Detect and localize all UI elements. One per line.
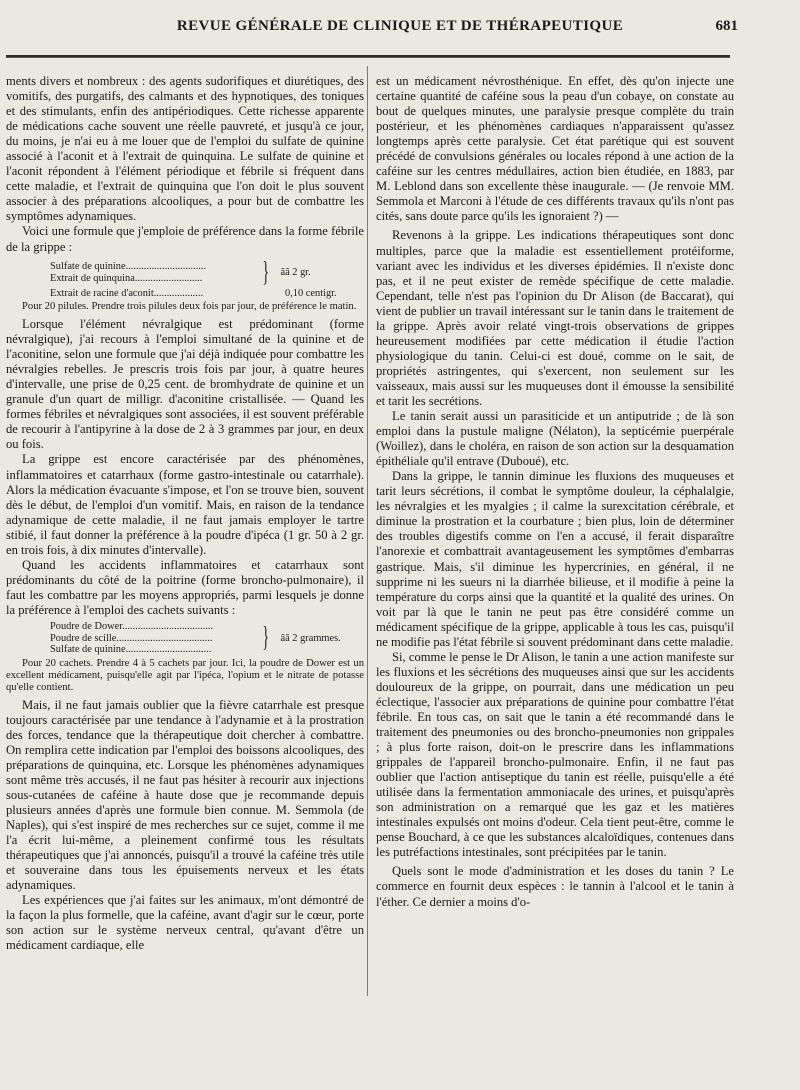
prescription-note: Pour 20 cachets. Prendre 4 à 5 cachets par jour. Ici, la poudre de Dower est un excellent médicament, puisqu'elle agit par l'ipéca, l'opium et le nitrate de potasse qu'elle contient. — [6, 657, 364, 693]
running-title: REVUE GÉNÉRALE DE CLINIQUE ET DE THÉRAPEUTIQUE — [176, 18, 624, 34]
brace: } — [262, 256, 270, 288]
header-rule — [6, 55, 730, 58]
paragraph: Dans la grippe, le tannin diminue les fluxions des muqueuses et tarit leurs sécrétions, il combat le symptôme douleur, la céphalalgie, les névralgies et les myalgies ; il calme la surexcitation cérébrale, et diminue la prostration et la courbature ; bien plus, loin de déterminer des troubles digestifs comme on l'en a accusé, il ferait disparaître l'anorexie et combattrait avantageusement les symptômes d'embarras gastrique. Mais, s'il diminue les hypercrinies, en général, il ne supprime ni les sueurs ni la diarrhée bilieuse, et il modifie à peine la température du corps ainsi que la quantité et la qualité des urines. On voit par là que le tanin ne peut pas être considéré comme un médicament spécifique de la grippe, applicable à tous les cas, puisqu'il ne modifie pas l'état fébrile si souvent prédominant dans cette maladie. — [376, 469, 734, 649]
paragraph: Lorsque l'élément névralgique est prédominant (forme névralgique), j'ai recours à l'emploi simultané de la quinine et de l'aconitine, selon une formule que j'ai déjà indiquée pour combattre les névralgies rebelles. Je prescris trois fois par jour, à quatre heures d'intervalle, une prise de 0,25 cent. de bromhydrate de quinine et un granule d'un quart de milligr. d'aconitine cristallisée. — Quand les formes fébriles et névralgiques sont associées, il est souvent préférable de recourir à l'antipyrine à la dose de 2 à 3 grammes par jour, en deux ou fois. — [6, 317, 364, 452]
paragraph: ments divers et nombreux : des agents sudorifiques et diurétiques, des vomitifs, des purgatifs, des calmants et des hypnotiques, des toniques et des stimulants, enfin des antipériodiques. Cette richesse apparente de médications cache souvent une réelle pauvreté, et jusqu'à ce jour, du moins, je n'ai eu à me louer que de l'emploi du sulfate de quinine associé à l'aconit et à l'extrait de quinquina. Le sulfate de quinine et l'aconit répondent à l'élément périodique et fébrile si fréquent dans cette maladie, et l'extrait de quinquina que l'on doit le plus souvent associer à des préparations alcooliques, a pour but de combattre les symptômes adynamiques. — [6, 74, 364, 224]
paragraph: Quels sont le mode d'administration et les doses du tanin ? Le commerce en fournit deux espèces : le tannin à l'alcool et le tanin à l'éther. Ce dernier a moins d'o- — [376, 864, 734, 909]
dose: ââ 2 grammes. — [280, 632, 341, 644]
paragraph: Mais, il ne faut jamais oublier que la fièvre catarrhale est presque toujours caractérisée par une tendance à l'adynamie et à la prostration des forces, tendance que la thérapeutique doit chercher à combattre. On remplira cette indication par l'emploi des boissons alcooliques, des préparations de quinquina, etc. Lorsque les phénomènes adynamiques sont même très accusés, il ne faut pas hésiter à recourir aux injections sous-cutanées de caféine à haute dose que je recommande depuis plusieurs années d'après une formule bien connue. M. Semmola (de Naples), qui s'est inspiré de mes recherches sur ce sujet, comme il me l'a écrit lui-même, a pleinement confirmé tous les résultats thérapeutiques que j'ai annoncés, puisqu'il a trouvé la caféine très utile et souveraine dans tous les épuisements nerveux et les états adynamiques. — [6, 697, 364, 893]
prescription-note: Pour 20 pilules. Prendre trois pilules deux fois par jour, de préférence le matin. — [22, 301, 357, 313]
paragraph: Voici une formule que j'emploie de préférence dans la forme fébrile de la grippe : — [6, 224, 364, 254]
ingredient: Poudre de scille..................................... — [50, 632, 213, 644]
ingredient: Sulfate de quinine................................. — [50, 644, 212, 655]
paragraph: Quand les accidents inflammatoires et catarrhaux sont prédominants du côté de la poitrine (forme broncho-pulmonaire), il faut les combattre par les moyens appropriés, parmi lesquels je donne la préférence à l'emploi des cachets suivants : — [6, 557, 364, 617]
ingredient: Poudre de Dower................................... — [50, 621, 214, 632]
paragraph: La grippe est encore caractérisée par des phénomènes, inflammatoires et catarrhaux (forme gastro-intestinale ou catarrhale). Alors la médication évacuante s'impose, et l'on se trouve bien, souvent dès le début, de l'emploi d'un vomitif. Mais, en raison de la tendance adynamique de cette maladie, il ne faut jamais employer le tartre stibié, il faut donner la préférence à la poudre d'ipéca (1 gr. 50 à 2 gr. en trois fois, à dix minutes d'intervalle). — [6, 452, 364, 557]
paragraph: Les expériences que j'ai faites sur les animaux, m'ont démontré de la façon la plus formelle, que la caféine, avant d'agir sur le cœur, porte son action sur le système nerveux central, qu'avant d'être un médicament cardiaque, elle — [6, 893, 364, 953]
paragraph: Si, comme le pense le Dr Alison, le tanin a une action manifeste sur les fluxions et les sécrétions des muqueuses ainsi que sur les accidents douloureux de la grippe, on pourrait, dans une médication un peu éclectique, l'associer aux préparations de quinine pour combattre l'état fébrile. En tous cas, on sait que le tanin a été recommandé dans le traitement des pneumonies ou des broncho-pneumonies non grippales ; à plus forte raison, doit-on le prescrire dans les inflammations grippales de l'appareil broncho-pulmonaire. Enfin, il ne faut pas oublier que l'action antiseptique du tanin est réelle, puisqu'elle a été utilisée dans la fermentation ammoniacale des urines, et puisqu'après son administration on a remarqué que les gaz et les matières intestinales expulsés ont moins d'odeur. Cela tient peut-être, comme le pense Bouchard, à ce que les substances alcaloïdiques, contenues dans les putréfactions intestinales, sont précipitées par le tanin. — [376, 649, 734, 860]
ingredient: Extrait de racine d'aconit................... — [50, 287, 204, 299]
column-divider — [367, 66, 368, 996]
page-number: 681 — [715, 18, 738, 34]
ingredient: Sulfate de quinine............................... — [50, 261, 207, 273]
left-column — [6, 74, 364, 953]
paragraph: Le tanin serait aussi un parasiticide et un antiputride ; de là son emploi dans la pustule maligne (Nélaton), la septicémie puerpérale (Woillez), dans le choléra, en raison de son action sur la desquamation épithéliale qu'il entrave (Duboué), etc. — [376, 409, 734, 469]
prescription-formula — [6, 621, 364, 694]
ingredient: Extrait de quinquina.......................... — [50, 272, 203, 284]
page-header — [0, 16, 800, 38]
paragraph: Revenons à la grippe. Les indications thérapeutiques sont donc multiples, parce que la maladie est essentiellement protéiforme, variant avec les individus et les diverses épidémies. Il n'existe donc pas, et il ne peut exister de remède spécifique de cette maladie. Cependant, telle n'est pas l'opinion du Dr Alison (de Baccarat), qui vient de publier un travail intéressant sur le tanin dans le traitement de la grippe. Après avoir relaté vingt-trois observations de grippes heureusement modifiées par cette médication il étudie l'action physiologique du tanin. Celui-ci est doué, comme on le sait, de propriétés astringentes, qui s'exercent, non seulement sur les vaisseaux, mais aussi sur les muqueuses dont il émousse la sensibilité et tarit les secrétions. — [376, 228, 734, 408]
right-column — [376, 74, 734, 910]
brace: } — [262, 622, 270, 654]
paragraph: est un médicament névrosthénique. En effet, dès qu'on injecte une certaine quantité de caféine sous la peau d'un cobaye, on constate au bout de quelques minutes, une paralysie presque complète du train postérieur, et les phénomènes cardiaques n'apparaissent qu'assez longtemps après cette paralysie. Cet état parétique qui est souvent précédé de convulsions générales ou locales répond à une action de la caféine sur les centres médullaires, action bien étudiée, en 1883, par M. Leblond dans son excellente thèse inaugurale. — (Je renvoie MM. Semmola et Marconi à l'étude de ces différents travaux qu'ils n'ont pas cités, sans doute parce qu'ils les ignoraient ?) — — [376, 74, 734, 224]
prescription-formula — [6, 258, 364, 314]
dose: ââ 2 gr. — [280, 266, 311, 278]
dose: 0,10 centigr. — [285, 287, 337, 299]
